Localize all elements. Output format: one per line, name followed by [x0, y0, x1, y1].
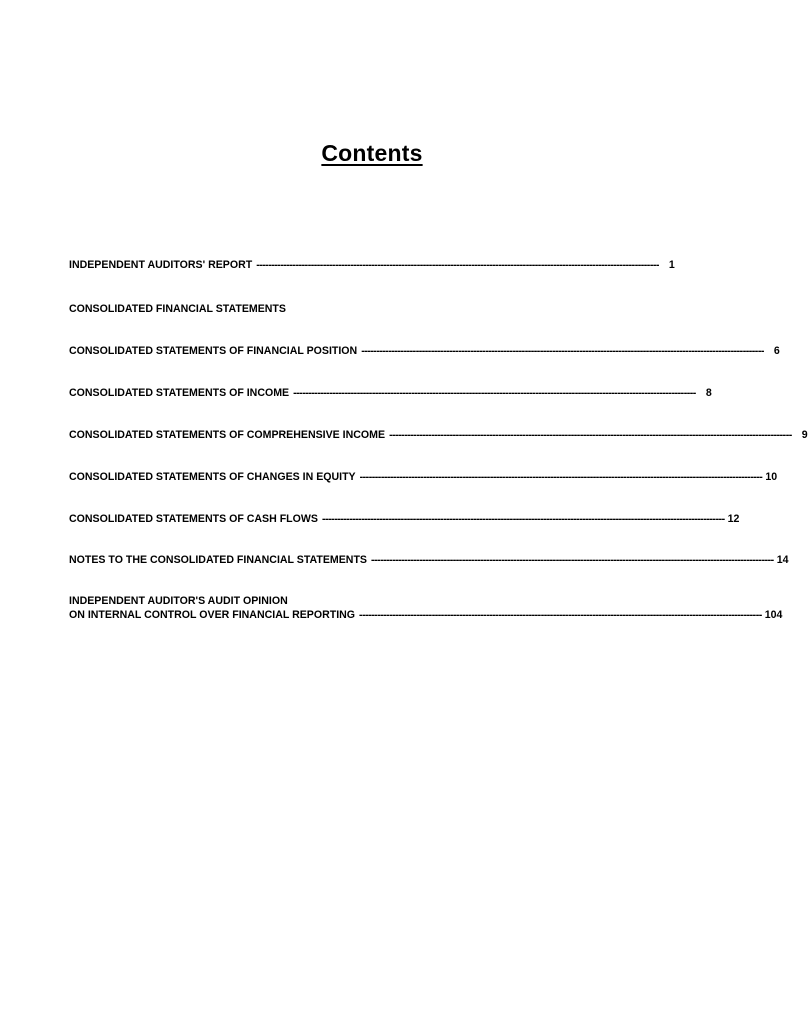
toc-page-number: 104 [764, 609, 783, 621]
toc-label-line2: ON INTERNAL CONTROL OVER FINANCIAL REPORTING [69, 609, 356, 621]
toc-label-line1: INDEPENDENT AUDITOR'S AUDIT OPINION [69, 595, 288, 607]
toc-page-number: 10 [765, 471, 778, 483]
toc-leader: ------------------------------------------------------------------------------------------------------------------------------------- [359, 609, 762, 621]
toc-entry-internal-control[interactable] [69, 594, 783, 622]
toc-entry-income[interactable] [69, 386, 712, 400]
toc-label: CONSOLIDATED STATEMENTS OF CASH FLOWS [69, 513, 318, 525]
toc-label: NOTES TO THE CONSOLIDATED FINANCIAL STATEMENTS [69, 554, 367, 566]
toc-label: CONSOLIDATED FINANCIAL STATEMENTS [69, 303, 286, 315]
toc-label: INDEPENDENT AUDITORS' REPORT [69, 259, 253, 271]
toc-section-heading [69, 302, 567, 316]
toc-entry-auditors-report[interactable] [69, 258, 675, 272]
toc-leader: ------------------------------------------------------------------------------------------------------------------------------------- [371, 554, 774, 566]
toc-page-number: 8 [705, 387, 712, 399]
toc-leader: ------------------------------------------------------------------------------------------------------------------------------------- [359, 471, 763, 483]
page-title: Contents [321, 140, 423, 166]
toc-leader: ------------------------------------------------------------------------------------------------------------------------------------- [361, 345, 764, 357]
toc-leader: ------------------------------------------------------------------------------------------------------------------------------------- [321, 513, 725, 525]
toc-page-number: 6 [773, 345, 780, 357]
toc-leader: ------------------------------------------------------------------------------------------------------------------------------------- [256, 259, 659, 271]
toc-page-number: 14 [776, 554, 789, 566]
toc-leader: ------------------------------------------------------------------------------------------------------------------------------------- [293, 387, 696, 399]
toc-entry-financial-position[interactable] [69, 344, 780, 358]
toc-label: CONSOLIDATED STATEMENTS OF INCOME [69, 387, 290, 399]
toc-page-number: 9 [801, 429, 808, 441]
toc-label: CONSOLIDATED STATEMENTS OF COMPREHENSIVE INCOME [69, 429, 386, 441]
toc-leader: ------------------------------------------------------------------------------------------------------------------------------------- [389, 429, 792, 441]
toc-entry-comprehensive-income[interactable] [69, 428, 808, 442]
toc-entry-notes[interactable] [69, 553, 789, 567]
toc-entry-changes-in-equity[interactable] [69, 470, 778, 484]
toc-page-number: 1 [668, 259, 675, 271]
toc-label: CONSOLIDATED STATEMENTS OF FINANCIAL POSITION [69, 345, 358, 357]
toc-entry-cash-flows[interactable] [69, 512, 740, 526]
toc-label: CONSOLIDATED STATEMENTS OF CHANGES IN EQUITY [69, 471, 356, 483]
toc-page-number: 12 [727, 513, 740, 525]
